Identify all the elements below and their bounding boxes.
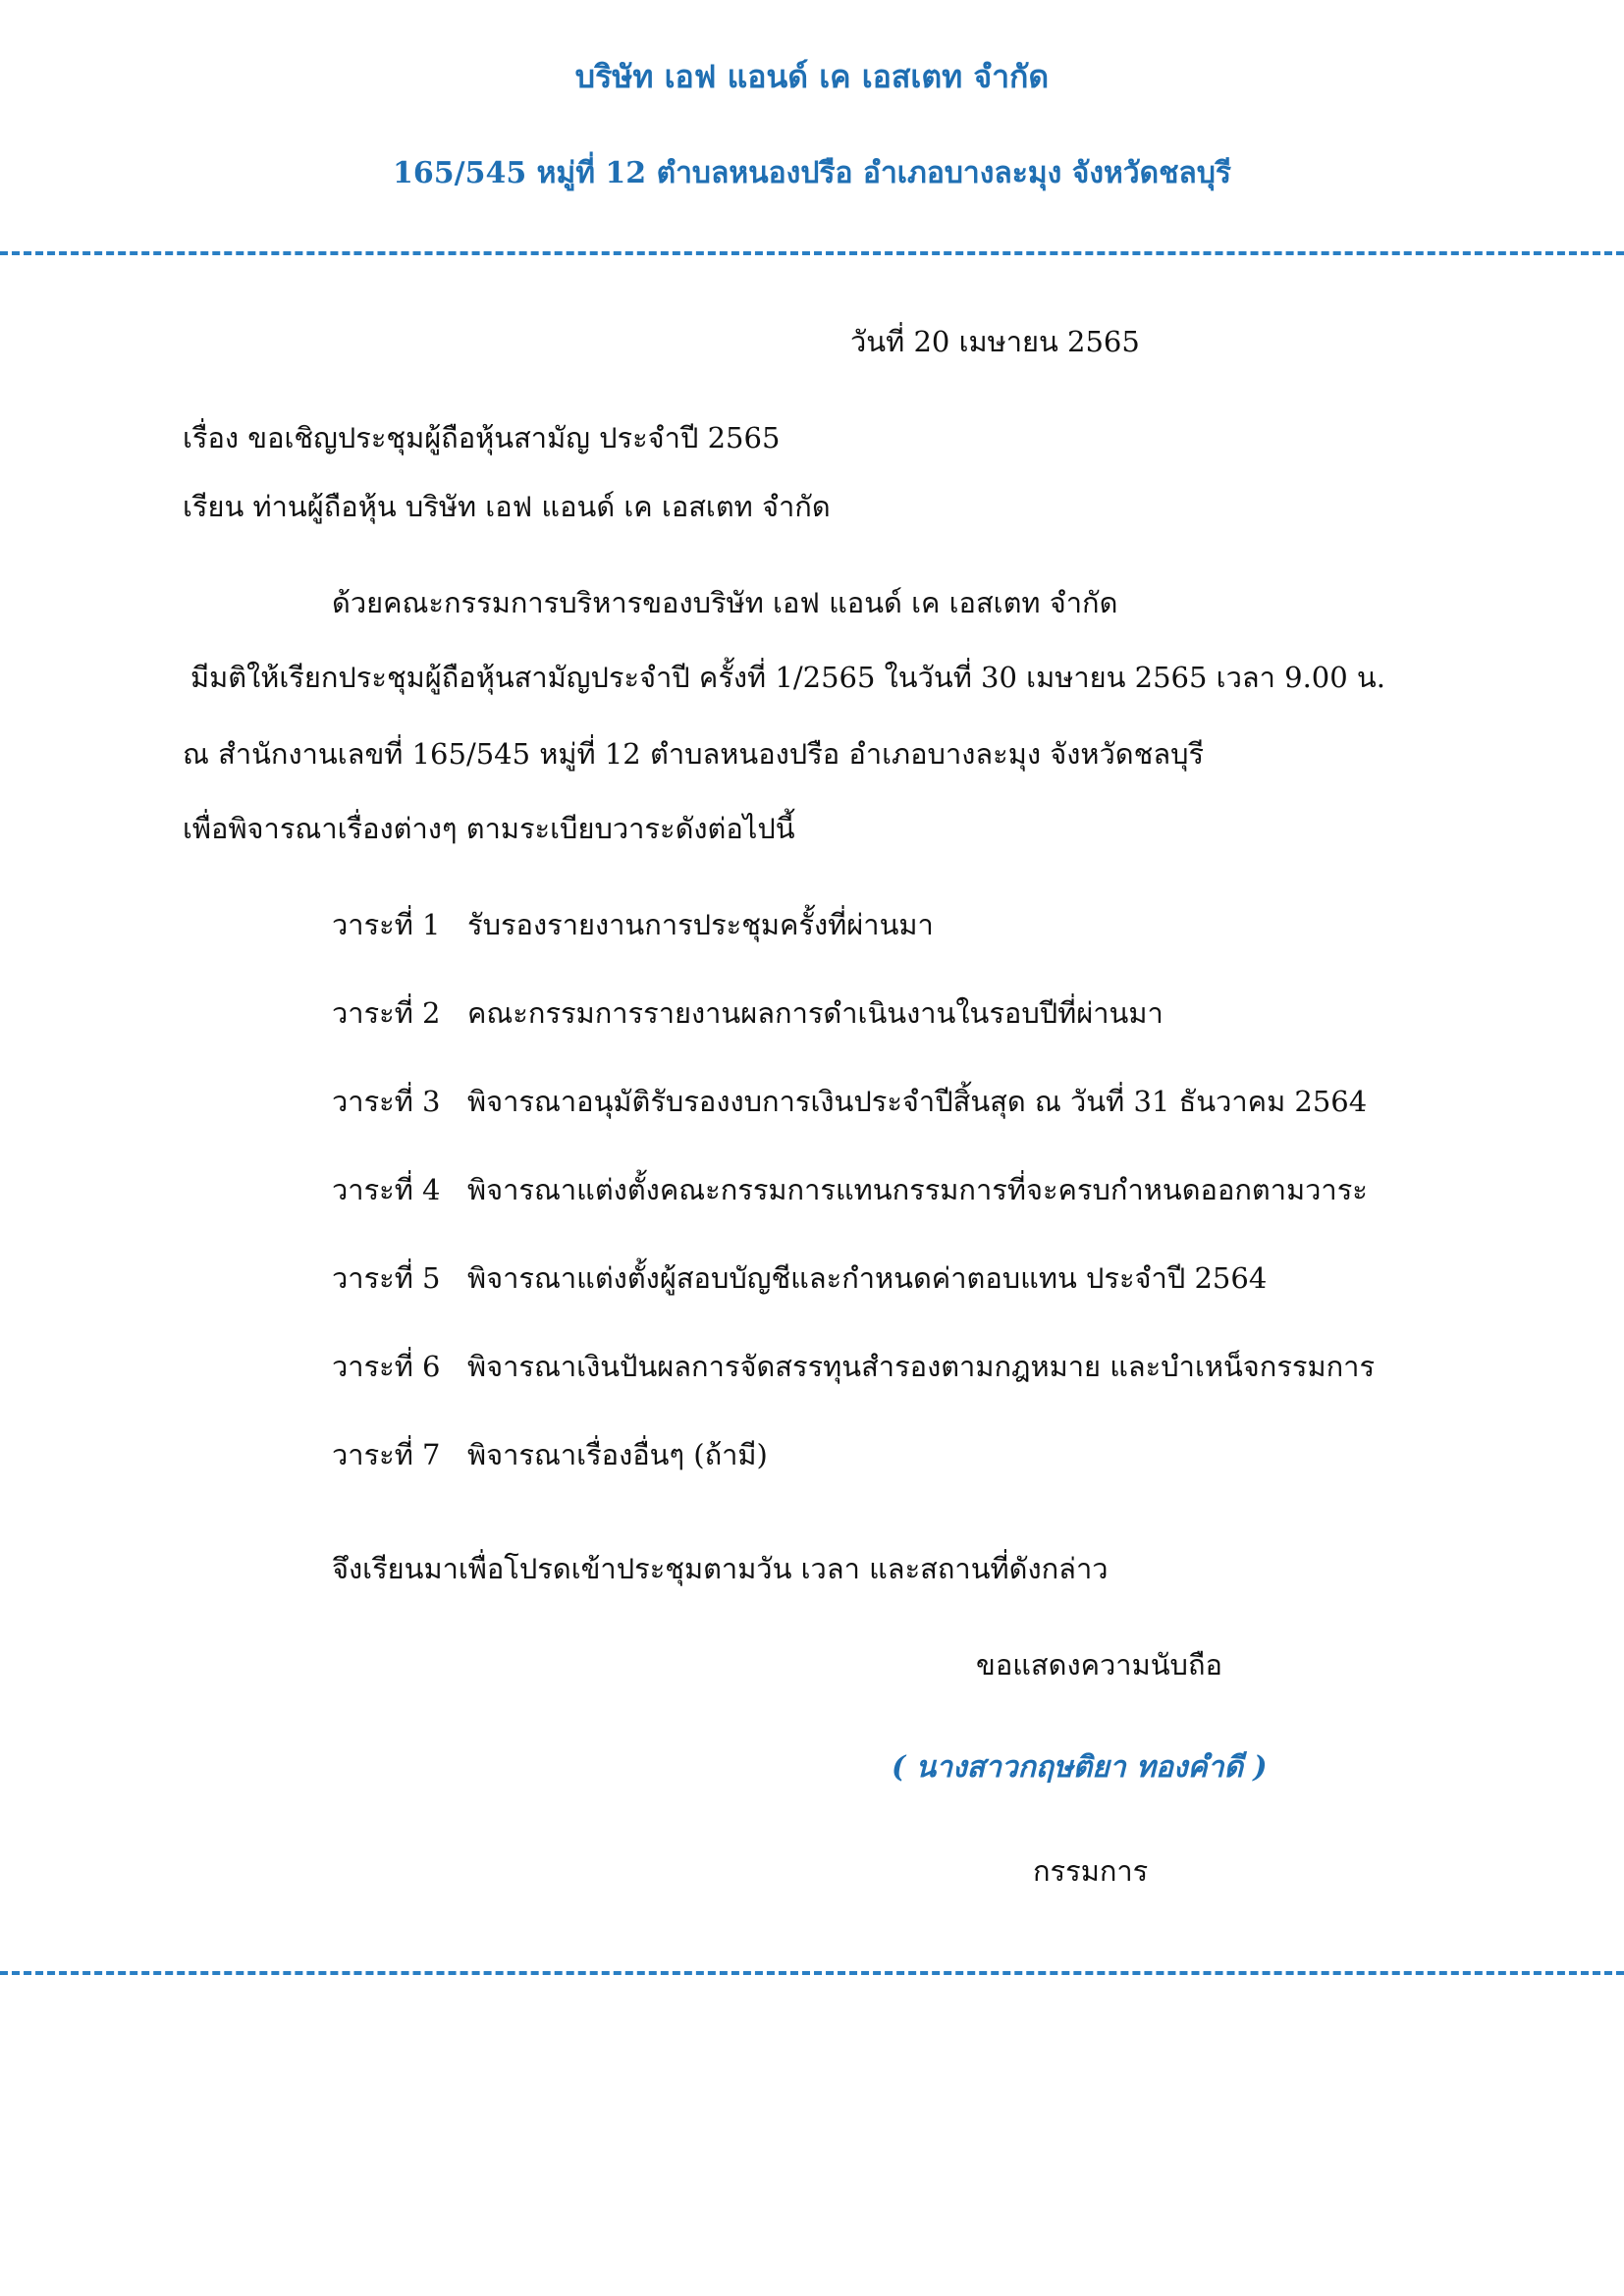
company-name: บริษัท เอฟ แอนด์ เค เอสเตท จำกัด: [574, 58, 1050, 95]
agenda-text: พิจารณาแต่งตั้งผู้สอบบัญชีและกำหนดค่าตอบแทน ประจำปี 2564: [467, 1261, 1268, 1295]
body-line: ณ สำนักงานเลขที่ 165/545 หมู่ที่ 12 ตำบลหนองปรือ อำเภอบางละมุง จังหวัดชลบุรี: [183, 737, 1205, 771]
letter-subject: เรื่อง ขอเชิญประชุมผู้ถือหุ้นสามัญ ประจำปี 2565: [183, 421, 781, 454]
body-line: มีมติให้เรียกประชุมผู้ถือหุ้นสามัญประจำปี ครั้งที่ 1/2565 ในวันที่ 30 เมษายน 2565 เวลา 9.00 น.: [190, 661, 1385, 694]
letter-date: วันที่ 20 เมษายน 2565: [850, 325, 1140, 358]
agenda-number: วาระที่ 5: [332, 1261, 441, 1295]
agenda-number: วาระที่ 1: [332, 908, 441, 941]
agenda-text: พิจารณาอนุมัติรับรองงบการเงินประจำปีสิ้นสุด ณ วันที่ 31 ธันวาคม 2564: [467, 1085, 1368, 1118]
signer-position: กรรมการ: [1033, 1854, 1149, 1888]
body-line: ด้วยคณะกรรมการบริหารของบริษัท เอฟ แอนด์ เค เอสเตท จำกัด: [332, 586, 1118, 619]
agenda-text: รับรองรายงานการประชุมครั้งที่ผ่านมา: [467, 908, 934, 941]
regards: ขอแสดงความนับถือ: [976, 1648, 1222, 1682]
bottom-divider: [0, 1971, 1624, 1975]
agenda-text: คณะกรรมการรายงานผลการดำเนินงานในรอบปีที่ผ่านมา: [467, 996, 1164, 1030]
agenda-text: พิจารณาแต่งตั้งคณะกรรมการแทนกรรมการที่จะครบกำหนดออกตามวาระ: [467, 1173, 1368, 1206]
agenda-text: พิจารณาเรื่องอื่นๆ (ถ้ามี): [467, 1438, 768, 1471]
agenda-number: วาระที่ 4: [332, 1173, 441, 1206]
agenda-number: วาระที่ 2: [332, 996, 441, 1030]
agenda-number: วาระที่ 3: [332, 1085, 441, 1118]
signature-name: ( นางสาวกฤษติยา ทองคำดี ): [892, 1750, 1268, 1785]
letter-recipient: เรียน ท่านผู้ถือหุ้น บริษัท เอฟ แอนด์ เค เอสเตท จำกัด: [183, 490, 831, 523]
agenda-text: พิจารณาเงินปันผลการจัดสรรทุนสำรองตามกฎหมาย และบำเหน็จกรรมการ: [467, 1350, 1376, 1383]
company-address: 165/545 หมู่ที่ 12 ตำบลหนองปรือ อำเภอบางละมุง จังหวัดชลบุรี: [393, 156, 1231, 190]
agenda-number: วาระที่ 7: [332, 1438, 441, 1471]
closing-line: จึงเรียนมาเพื่อโปรดเข้าประชุมตามวัน เวลา และสถานที่ดังกล่าว: [332, 1552, 1109, 1585]
body-line: เพื่อพิจารณาเรื่องต่างๆ ตามระเบียบวาระดังต่อไปนี้: [183, 812, 795, 845]
top-divider: [0, 251, 1624, 255]
agenda-number: วาระที่ 6: [332, 1350, 441, 1383]
